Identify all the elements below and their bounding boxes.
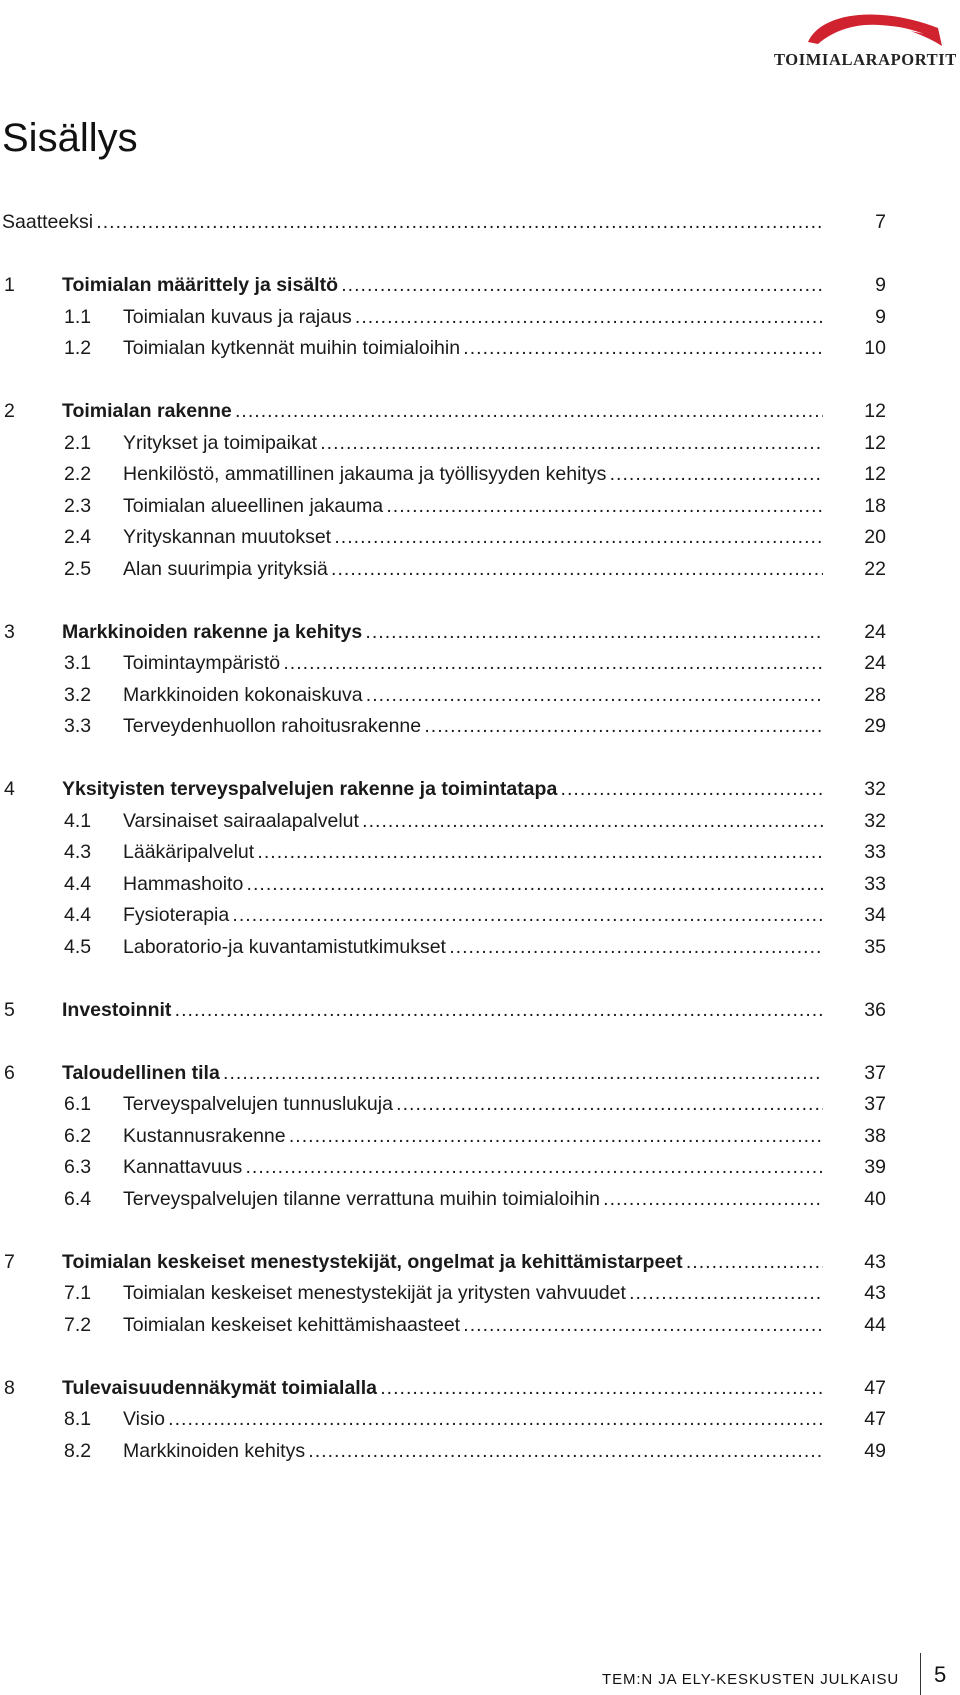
toc-title: Toimialan määrittely ja sisältö	[62, 274, 338, 296]
toc-title: Toimintaympäristö	[123, 652, 281, 674]
toc-subentry[interactable]	[0, 1436, 960, 1466]
toc-subentry[interactable]	[0, 522, 960, 552]
toc-subentry[interactable]	[0, 680, 960, 710]
toc-page-number: 33	[864, 841, 886, 863]
toc-number: 3.2	[64, 683, 92, 706]
toc-number: 5	[4, 998, 15, 1021]
toc-number: 4.4	[64, 904, 92, 926]
toc-subentry[interactable]	[0, 1310, 960, 1340]
toc-title: Toimialan alueellinen jakauma	[123, 494, 384, 517]
toc-page-number: 44	[864, 1313, 886, 1336]
toc-page-number: 39	[864, 1156, 886, 1178]
toc-page-number: 9	[875, 274, 886, 296]
toc-title: Fysioterapia	[123, 904, 230, 926]
page-number: 5	[934, 1662, 947, 1687]
toc-leader	[123, 806, 823, 836]
toc-title: Alan suurimpia yrityksiä	[123, 557, 328, 580]
toc-subentry[interactable]	[0, 1121, 960, 1151]
toc-leader	[123, 1278, 823, 1308]
toc-page-number: 9	[875, 305, 886, 328]
toc-subentry[interactable]	[0, 806, 960, 836]
toc-leader	[2, 207, 823, 237]
toc-subentry[interactable]	[0, 554, 960, 584]
toc-page-number: 38	[864, 1124, 886, 1147]
toc-page-number: 29	[864, 715, 886, 737]
toc-subentry[interactable]	[0, 869, 960, 899]
toc-number: 2.2	[64, 463, 92, 485]
toc-title: Taloudellinen tila	[62, 1061, 220, 1084]
toc-number: 6.2	[64, 1124, 92, 1147]
toc-number: 2.3	[64, 494, 92, 517]
toc-subentry[interactable]	[0, 837, 960, 867]
toc-leader	[62, 774, 823, 804]
toc-page-number: 43	[864, 1250, 886, 1273]
toc-number: 4	[4, 778, 15, 800]
toc-page-number: 28	[864, 683, 886, 706]
toc-page-number: 32	[864, 778, 886, 800]
toc-leader	[123, 1436, 823, 1466]
toc-leader	[123, 1184, 823, 1214]
toc-number: 7	[4, 1250, 15, 1273]
toc-number: 4.3	[64, 841, 92, 863]
toc-page-number: 33	[864, 872, 886, 895]
toc-number: 6.1	[64, 1093, 92, 1115]
toc-page-number: 47	[864, 1408, 886, 1430]
footer-divider	[920, 1653, 921, 1695]
toc-page-number: 47	[864, 1376, 886, 1399]
toc-title: Investoinnit	[62, 998, 172, 1021]
toc-leader	[123, 1404, 823, 1434]
toc-number: 3.1	[64, 652, 92, 674]
toc-subentry[interactable]	[0, 1089, 960, 1119]
toc-subentry[interactable]	[0, 333, 960, 363]
toc-leader	[123, 491, 823, 521]
toc-title: Toimialan kytkennät muihin toimialoihin	[123, 337, 461, 359]
toc-leader	[62, 995, 823, 1025]
toc-leader	[62, 1247, 823, 1277]
toc-title: Kustannusrakenne	[123, 1124, 286, 1147]
toc-leader	[62, 1373, 823, 1403]
toc-page-number: 24	[864, 620, 886, 643]
toc-number: 1.1	[64, 305, 92, 328]
toc-title: Markkinoiden kehitys	[123, 1439, 306, 1462]
toc-number: 3.3	[64, 715, 92, 737]
toc-title: Toimialan keskeiset kehittämishaasteet	[123, 1313, 461, 1336]
toc-page-number: 34	[864, 904, 886, 926]
toc-leader	[123, 680, 823, 710]
toc-title: Hammashoito	[123, 872, 244, 895]
toc-entry[interactable]	[0, 774, 960, 804]
toc-subentry[interactable]	[0, 932, 960, 962]
toc-title: Tulevaisuudennäkymät toimialalla	[62, 1376, 377, 1399]
toc-number: 4.5	[64, 935, 92, 958]
toc-subentry[interactable]	[0, 648, 960, 678]
toc-subentry[interactable]	[0, 491, 960, 521]
toc-entry[interactable]	[0, 1373, 960, 1403]
toc-title: Markkinoiden kokonaiskuva	[123, 683, 363, 706]
toc-leader	[123, 869, 823, 899]
toc-title: Laboratorio-ja kuvantamistutkimukset	[123, 935, 446, 958]
toc-title: Yrityskannan muutokset	[123, 526, 332, 548]
toc-leader	[123, 428, 823, 458]
toc-leader	[62, 1058, 823, 1088]
toc-number: 1.2	[64, 337, 92, 359]
toc-page-number: 35	[864, 935, 886, 958]
toc-page-number: 20	[864, 526, 886, 548]
toc-leader	[123, 648, 823, 678]
toc-entry[interactable]	[0, 1058, 960, 1088]
toc-leader	[123, 333, 823, 363]
logo-swoosh-icon	[800, 6, 950, 50]
toc-leader	[123, 1310, 823, 1340]
toc-leader	[123, 1152, 823, 1182]
toc-page-number: 22	[864, 557, 886, 580]
toc-number: 6	[4, 1061, 15, 1084]
page-title: Sisällys	[2, 116, 138, 160]
toc-leader	[62, 617, 823, 647]
toc-title: Toimialan rakenne	[62, 400, 232, 422]
toc-entry[interactable]	[0, 995, 960, 1025]
toc-number: 2.5	[64, 557, 92, 580]
toc-title: Visio	[123, 1408, 165, 1430]
toc-leader	[123, 932, 823, 962]
toc-subentry[interactable]	[0, 1184, 960, 1214]
toc-page-number: 12	[864, 463, 886, 485]
toc-title: Terveyspalvelujen tilanne verrattuna muihin toimialoihin	[123, 1187, 600, 1210]
toc-subentry[interactable]	[0, 711, 960, 741]
toc-title: Lääkäripalvelut	[123, 841, 255, 863]
toc-subentry[interactable]	[0, 459, 960, 489]
toc-subentry[interactable]	[0, 1152, 960, 1182]
toc-page-number: 10	[864, 337, 886, 359]
toc-page-number: 49	[864, 1439, 886, 1462]
toc-page-number: 7	[875, 211, 886, 233]
toc-subentry[interactable]	[0, 1404, 960, 1434]
toc-number: 4.4	[64, 872, 92, 895]
toc-title: Markkinoiden rakenne ja kehitys	[62, 620, 363, 643]
toc-page-number: 12	[864, 431, 886, 454]
toc-subentry[interactable]	[0, 900, 960, 930]
toc-title: Henkilöstö, ammatillinen jakauma ja työllisyyden kehitys	[123, 463, 607, 485]
toc-number: 7.2	[64, 1313, 92, 1336]
toc-page-number: 18	[864, 494, 886, 517]
toc-number: 6.3	[64, 1156, 92, 1178]
toc-leader	[123, 1089, 823, 1119]
toc-page-number: 37	[864, 1061, 886, 1084]
toc-title: Terveyspalvelujen tunnuslukuja	[123, 1093, 393, 1115]
toc-leader	[123, 554, 823, 584]
toc-page-number: 32	[864, 809, 886, 832]
toc-title: Toimialan keskeiset menestystekijät, ongelmat ja kehittämistarpeet	[62, 1250, 683, 1273]
toc-subentry[interactable]	[0, 1278, 960, 1308]
footer-publication: TEM:N JA ELY-KESKUSTEN JULKAISU	[602, 1671, 900, 1688]
toc-page-number: 12	[864, 400, 886, 422]
toc-leader	[123, 900, 823, 930]
toc-title: Kannattavuus	[123, 1156, 243, 1178]
logo	[770, 0, 960, 80]
toc-entry[interactable]	[0, 270, 960, 300]
toc-number: 8	[4, 1376, 15, 1399]
toc-page-number: 37	[864, 1093, 886, 1115]
logo-text: TOIMIALARAPORTIT	[774, 50, 957, 69]
toc-number: 4.1	[64, 809, 92, 832]
toc-entry[interactable]	[0, 1247, 960, 1277]
toc-title: Yksityisten terveyspalvelujen rakenne ja toimintatapa	[62, 778, 558, 800]
toc-number: 7.1	[64, 1282, 92, 1304]
toc-subentry[interactable]	[0, 302, 960, 332]
toc-title: Terveydenhuollon rahoitusrakenne	[123, 715, 422, 737]
toc-number: 2.1	[64, 431, 92, 454]
toc-title: Saatteeksi	[2, 211, 94, 233]
toc-title: Toimialan kuvaus ja rajaus	[123, 305, 352, 328]
toc-leader	[123, 302, 823, 332]
toc-leader	[123, 522, 823, 552]
toc-leader	[123, 711, 823, 741]
toc-number: 2.4	[64, 526, 92, 548]
toc-title: Varsinaiset sairaalapalvelut	[123, 809, 359, 832]
toc-page-number: 43	[864, 1282, 886, 1304]
toc-leader	[123, 837, 823, 867]
toc-subentry[interactable]	[0, 428, 960, 458]
toc-leader	[62, 270, 823, 300]
toc-number: 8.2	[64, 1439, 92, 1462]
toc-leader	[62, 396, 823, 426]
toc-page-number: 36	[864, 998, 886, 1021]
toc-title: Toimialan keskeiset menestystekijät ja yritysten vahvuudet	[123, 1282, 626, 1304]
toc-leader	[123, 459, 823, 489]
toc-number: 8.1	[64, 1408, 92, 1430]
toc-leader	[123, 1121, 823, 1151]
toc-title: Yritykset ja toimipaikat	[123, 431, 317, 454]
toc-number: 3	[4, 620, 15, 643]
toc-entry[interactable]	[0, 396, 960, 426]
toc-page-number: 24	[864, 652, 886, 674]
toc-entry[interactable]	[0, 207, 960, 237]
toc-number: 1	[4, 274, 15, 296]
toc-page-number: 40	[864, 1187, 886, 1210]
toc-number: 6.4	[64, 1187, 92, 1210]
toc-number: 2	[4, 400, 15, 422]
toc-entry[interactable]	[0, 617, 960, 647]
